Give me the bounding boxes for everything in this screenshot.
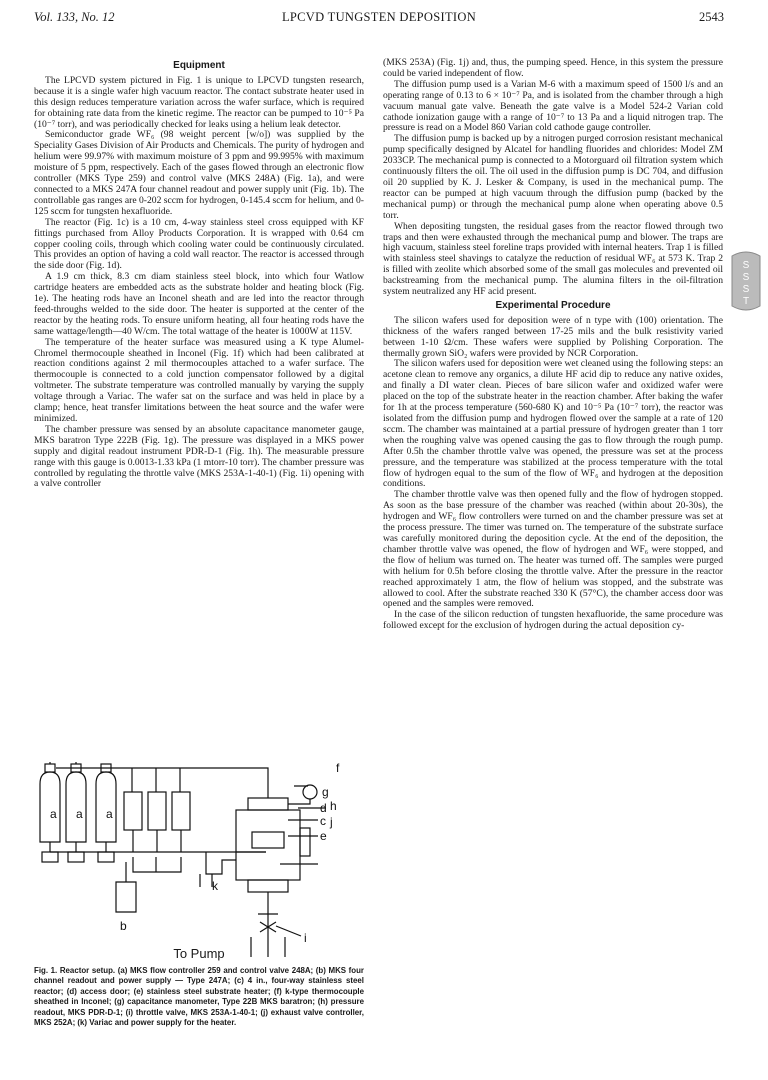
svg-text:S: S: [742, 284, 750, 295]
label-k: k: [212, 879, 218, 893]
valve: [42, 852, 58, 862]
paragraph: The chamber throttle valve was then opened fully and the flow of hydrogen stopped. As soon as the base pressure of the chamber was reached (within about 20-30s), the hydrogen and WF₆ flow controllers were turned on and the chamber pressure was set at the process pressure. The timer was turned on. The temperature of the substrate surface was carefully monitored during the deposition cycle. At the end of the deposition, the chamber throttle valve was opened, the flow of hydrogen and WF₆ were stopped, and the flow of helium was turned on. The heater was turned off. The samples were purged with helium for 0.5h before closing the throttle valve. After the pressure in the reactor reached approximately 1 atm, the flow of helium was stopped, and the substrate was allowed to cool. After the substrate reached 330 K (57°C), the chamber access door was opened and the samples were removed.: [383, 489, 723, 610]
stamp-seal: [728, 248, 764, 314]
label-a: a: [76, 807, 83, 821]
left-column: [34, 58, 364, 490]
library-stamp: [728, 248, 764, 314]
paragraph: When depositing tungsten, the residual gases from the reactor flowed through two traps and then were exhausted through the mechanical pump and blower. The traps are high vacuum, stainless steel foreline traps provided with internal heaters. Trap 1 is filled with stainless steel shavings to catalyze the reduction of residual WF₆ at 573 K. Trap 2 is filled with zeolite which absorbed some of the small gas molecules and prevented oil backstreaming from the mechanical pump. The alumina filters in the oil-filtration system neutralized any HF acid present.: [383, 220, 723, 298]
variac: [206, 852, 236, 874]
paragraph: The reactor (Fig. 1c) is a 10 cm, 4-way stainless steel cross equipped with KF fittings purchased from Alloy Products Corporation. It is wrapped with 0.64 cm copper cooling coils, through which cooling water could be continuously circulated. This provides an option of having a cold wall reactor. The reactor is accessed through the side door (Fig. 1d).: [34, 216, 364, 272]
running-title: LPCVD TUNGSTEN DEPOSITION: [281, 10, 477, 24]
flow-controller: [172, 792, 190, 830]
regulator: [45, 764, 55, 772]
label-h: h: [330, 799, 337, 813]
paragraph: The silicon wafers used for deposition were wet cleaned using the following steps: an acetone clean to remove any organics, a dilute HF acid dip to reduce any native oxides, and finally a DI water clean. Pieces of bare silicon wafer and oxidized wafer were placed on the top of the substrate heater in the reaction chamber. After baking the wafer for 1h at the process temperature (560-680 K) and 10⁻⁵ Pa (10⁻⁷ torr), the reactor was isolated from the diffusion pump and hydrogen flowed over the sample at a rate of 120 sccm. The chamber was maintained at a partial pressure of hydrogen greater than 1 torr when the roughing valve was opened causing the gas to flow through the rough pump. After 0.5h the chamber throttle valve was opened, the pressure was set at the process pressure, and the temperature was stabilized at the process temperature with the total flow of hydrogen equal to the sum of the flow of WF₆ and hydrogen at the deposition conditions.: [383, 358, 723, 490]
label-c: c: [320, 814, 326, 828]
paragraph: The diffusion pump is backed up by a nitrogen purged corrosion resistant mechanical pump specifically designed by Alcatel for handling fluorides and chlorides: Model ZM 2033CP. The mechanical pump is connected to a Motorguard oil filtration system which continuously filters the oil. The oil used in the diffusion pump is DC 704, and diffusion oil 20 supplied by K. J. Lesker & Company, is used in the mechanical pump. The reactor can be pumped at high vacuum through the diffusion pump (backed by the mechanical pump) or through the mechanical pump alone when operating above 0.5 torr.: [383, 133, 723, 221]
equipment-heading: Equipment: [173, 60, 225, 71]
reactor-diagram: [36, 762, 346, 957]
paragraph: Semiconductor grade WF₆ (98 weight percent [w/o]) was supplied by the Speciality Gases Division of Air Products and Chemicals. The purity of hydrogen and helium were 99.97% with maximum moisture of 3 ppm and 99.995% with maximum moisture of 5 ppm, respectively. Each of the gases flowed through an electronic flow controller (MKS Type 259) and control valve (MKS 248A) (Fig. 1a), and were connected to a MKS 247A four channel readout and power supply unit (Fig. 1b). The controllable gas ranges are 0-202 sccm for hydrogen, 0-145.4 sccm for helium, and 0-125 sccm for tungsten hexafluoride.: [34, 129, 364, 217]
svg-text:S: S: [742, 272, 750, 283]
substrate-heater: [252, 832, 284, 848]
label-f: f: [336, 762, 340, 775]
valve: [68, 852, 84, 862]
page-number: 2543: [699, 10, 724, 24]
label-a: a: [50, 807, 57, 821]
flow-controller: [148, 792, 166, 830]
figure-caption: Fig. 1. Reactor setup. (a) MKS flow controller 259 and control valve 248A; (b) MKS four channel readout and power supply — Type 247A; (c) 4 in., four-way stainless steel reactor; (d) access door; (e) stainless steel substrate heater; (f) k-type thermocouple sheathed in Inconel; (g) capacitance manometer, Type 22B MKS baratron; (h) pressure readout, MKS PDR-D-1; (i) throttle valve, MKS 253A-1-40-1; (j) exhaust valve controller, MKS 252A; (k) Variac and power supply for the heater.: [34, 966, 364, 1028]
to-pump-label: To Pump: [173, 946, 225, 961]
label-e: e: [320, 829, 327, 843]
reactor-bottom-port: [248, 880, 288, 892]
valve: [98, 852, 114, 862]
journal-volume: Vol. 133, No. 12: [34, 10, 115, 24]
flow-controller: [124, 792, 142, 830]
label-a: a: [106, 807, 113, 821]
experimental-procedure-heading: Experimental Procedure: [495, 299, 611, 311]
svg-text:S: S: [742, 260, 750, 271]
paragraph: In the case of the silicon reduction of tungsten hexafluoride, the same procedure was followed except for the exclusion of hydrogen during the actual deposition cy-: [383, 609, 723, 632]
label-d: d: [320, 801, 327, 815]
label-i: i: [304, 931, 307, 945]
label-b: b: [120, 919, 127, 933]
paragraph: The chamber pressure was sensed by an absolute capacitance manometer gauge, MKS baratron Type 222B (Fig. 1g). The pressure was displayed in a MKS power supply and digital readout instrument PDR-D-1 (Fig. 1h). The measurable pressure range with this gauge is 0.0013-1.33 kPa (1 mtorr-10 torr). The chamber pressure was controlled by regulating the throttle valve (MKS 253A-1-40-1) (Fig. 1i) opening with a valve controller: [34, 423, 364, 490]
access-door: [300, 828, 310, 856]
paragraph: The silicon wafers used for deposition were of n type with (100) orientation. The thickness of the wafers ranged between 17-25 mils and the bulk resistivity varied between 1-10 Ω/cm. These wafers were supplied by Polishing Corporation. The thermally grown SiO₂ wafers were provided by NCR Corporation.: [383, 314, 723, 359]
right-column: [383, 58, 723, 632]
running-header: [34, 10, 724, 28]
paragraph: A 1.9 cm thick, 8.3 cm diam stainless steel block, into which four Watlow cartridge heaters are embedded acts as the substrate holder and heating block (Fig. 1e). The heating rods have an Inconel sheath and are led into the reactor through feed-throughs welded to the side door. The heater is supported at the center of the reactor by the heating rods. To ensure uniform heating, all four heating rods have the same wattage/length—40 W/cm. The total wattage of the heater is 1000W at 115V.: [34, 271, 364, 337]
capacitance-manometer: [303, 785, 317, 799]
paragraph: The diffusion pump used is a Varian M-6 with a maximum speed of 1500 l/s and an operating range of 0.13 to 6 × 10⁻⁷ Pa, and is isolated from the chamber through a high vacuum manual gate valve. Beneath the gate valve is a Model 524-2 Varian cold cathode ionization gauge with a range of 10⁻⁷ to 13 Pa and a liquid nitrogen trap. The pressure is read on a Model 860 Varian cold cathode gauge controller.: [383, 78, 723, 134]
svg-text:T: T: [742, 296, 750, 307]
label-j: j: [330, 815, 333, 829]
paragraph: The temperature of the heater surface was measured using a K type Alumel-Chromel thermocouple sheathed in Inconel (Fig. 1f) which had been calibrated at reaction conditions against 2 mil thermocouples attached to a wafer surface. The thermocouple is connected to a cold junction compensator followed by a digital voltmeter. The substrate temperature was controlled manually by varying the supply voltage through a Variac. The wafer sat on the surface and was held in place by a clamp; hence, heat transfer limitations between the heat source and the wafer were minimized.: [34, 336, 364, 424]
paragraph: The LPCVD system pictured in Fig. 1 is unique to LPCVD tungsten research, because it is a single wafer high vacuum reactor. The contact substrate heater used in this design reduces temperature variation across the wafer surface, which is required for obtaining rate data from the kinetic regime. The reactor can be pumped to 10⁻⁵ Pa (10⁻⁷ torr), and was periodically checked for leaks using a helium leak detector.: [34, 74, 364, 130]
label-g: g: [322, 785, 329, 799]
reactor-setup-figure: [36, 762, 346, 957]
paragraph: (MKS 253A) (Fig. 1j) and, thus, the pumping speed. Hence, in this system the pressure could be varied independent of flow.: [383, 57, 723, 79]
reactor-top-port: [248, 798, 288, 810]
